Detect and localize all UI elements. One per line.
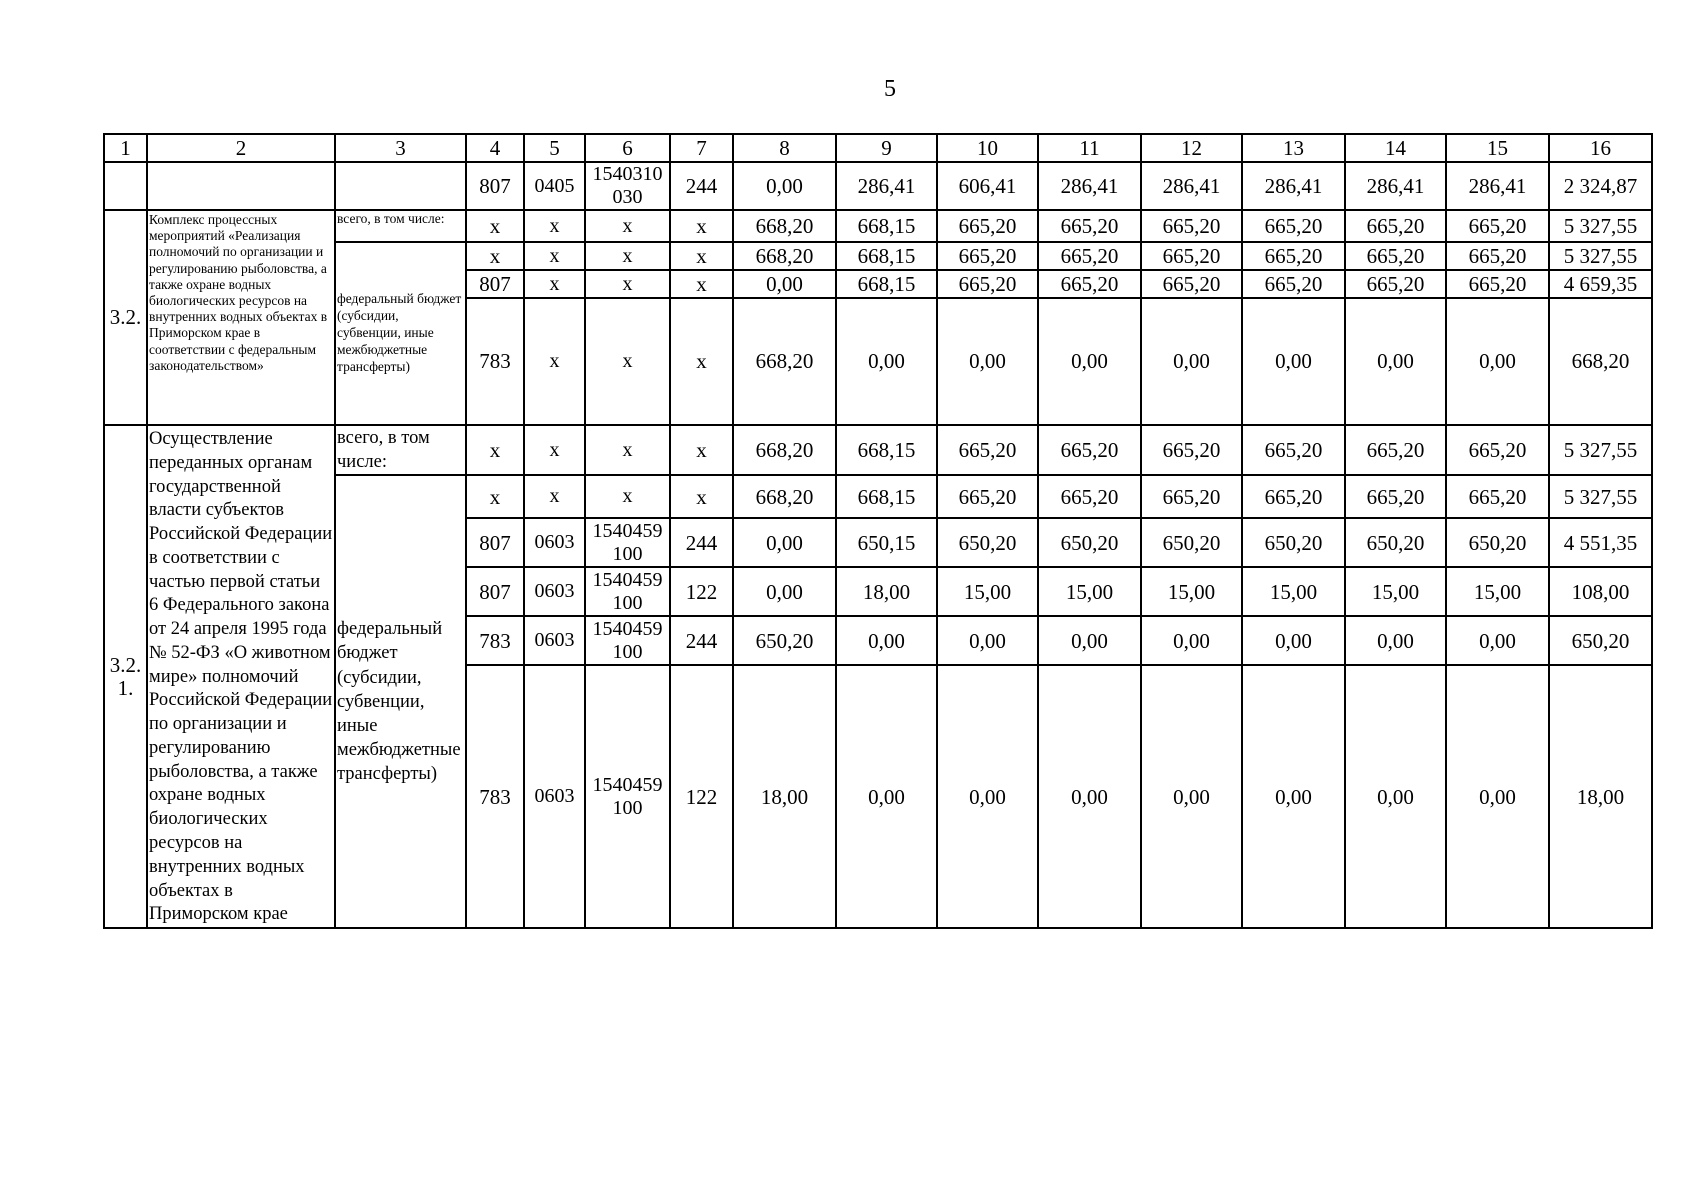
kbk-ministry-cell: 807 (466, 162, 524, 210)
year-value-cell: 0,00 (836, 298, 937, 425)
kbk-target-cell: x (585, 425, 670, 475)
year-value-cell: 665,20 (1242, 475, 1345, 518)
kbk-section-cell: 0603 (524, 567, 585, 616)
kbk-expense-type-cell: 122 (670, 567, 733, 616)
year-value-cell: 0,00 (1038, 616, 1141, 665)
year-value-cell: 668,15 (836, 242, 937, 270)
kbk-expense-type-cell: 244 (670, 616, 733, 665)
year-value-cell: 650,20 (733, 616, 836, 665)
year-value-cell: 665,20 (1242, 242, 1345, 270)
header-cell: 5 (524, 134, 585, 162)
year-value-cell: 665,20 (937, 270, 1038, 298)
funding-source-federal: федеральный бюджет (субсидии, субвенции, иные межбюджетные трансферты) (335, 242, 466, 425)
header-cell: 7 (670, 134, 733, 162)
kbk-target-cell: 1540310 030 (585, 162, 670, 210)
table-row (104, 210, 1652, 242)
header-cell: 6 (585, 134, 670, 162)
year-value-cell: 665,20 (1038, 210, 1141, 242)
year-value-cell: 0,00 (836, 665, 937, 928)
year-value-cell: 286,41 (836, 162, 937, 210)
year-value-cell: 0,00 (1345, 616, 1446, 665)
year-value-cell: 665,20 (1446, 242, 1549, 270)
kbk-ministry-cell: x (466, 425, 524, 475)
year-value-cell: 650,20 (937, 518, 1038, 567)
kbk-ministry-cell: 807 (466, 518, 524, 567)
total-cell: 4 659,35 (1549, 270, 1652, 298)
kbk-target-cell: x (585, 298, 670, 425)
row-index: 3.2. (104, 210, 147, 425)
year-value-cell: 0,00 (1446, 665, 1549, 928)
year-value-cell: 286,41 (1446, 162, 1549, 210)
index-cell (104, 162, 147, 210)
header-cell: 13 (1242, 134, 1345, 162)
header-cell: 2 (147, 134, 335, 162)
kbk-expense-type-cell: x (670, 210, 733, 242)
kbk-section-cell: 0405 (524, 162, 585, 210)
kbk-section-cell: x (524, 242, 585, 270)
year-value-cell: 0,00 (1446, 616, 1549, 665)
year-value-cell: 650,20 (1038, 518, 1141, 567)
year-value-cell: 0,00 (1446, 298, 1549, 425)
kbk-expense-type-cell: x (670, 298, 733, 425)
year-value-cell: 665,20 (1242, 210, 1345, 242)
activity-description: Комплекс процессных мероприятий «Реализация полномочий по организации и регулированию рыболовства, а также охране водных биологических ресурсов на внутренних водных объектах в Приморском крае в соответствии с федеральным законодательством» (147, 210, 335, 425)
kbk-expense-type-cell: x (670, 270, 733, 298)
year-value-cell: 665,20 (1446, 425, 1549, 475)
kbk-ministry-cell: 783 (466, 665, 524, 928)
kbk-ministry-cell: 807 (466, 567, 524, 616)
kbk-target-cell: 1540459 100 (585, 567, 670, 616)
funding-source-cell (335, 162, 466, 210)
kbk-expense-type-cell: 122 (670, 665, 733, 928)
year-value-cell: 665,20 (1345, 270, 1446, 298)
kbk-ministry-cell: 807 (466, 270, 524, 298)
year-value-cell: 665,20 (1345, 475, 1446, 518)
year-value-cell: 15,00 (1038, 567, 1141, 616)
year-value-cell: 0,00 (733, 162, 836, 210)
description-cell (147, 162, 335, 210)
total-cell: 2 324,87 (1549, 162, 1652, 210)
year-value-cell: 286,41 (1038, 162, 1141, 210)
continuation-row (104, 162, 1652, 210)
year-value-cell: 286,41 (1242, 162, 1345, 210)
year-value-cell: 0,00 (937, 665, 1038, 928)
year-value-cell: 0,00 (1141, 298, 1242, 425)
year-value-cell: 286,41 (1345, 162, 1446, 210)
year-value-cell: 0,00 (1038, 298, 1141, 425)
year-value-cell: 15,00 (1345, 567, 1446, 616)
page-number: 5 (884, 76, 896, 102)
kbk-section-cell: x (524, 425, 585, 475)
header-cell: 15 (1446, 134, 1549, 162)
year-value-cell: 665,20 (1345, 242, 1446, 270)
header-cell: 1 (104, 134, 147, 162)
year-value-cell: 665,20 (1038, 475, 1141, 518)
total-cell: 668,20 (1549, 298, 1652, 425)
year-value-cell: 665,20 (1242, 270, 1345, 298)
kbk-ministry-cell: 783 (466, 298, 524, 425)
activity-description: Осуществление переданных органам государственной власти субъектов Российской Федерации в соответствии с частью первой статьи 6 Федерального закона от 24 апреля 1995 года № 52-ФЗ «О животном мире» полномочий Российской Федерации по организации и регулированию рыболовства, а также охране водных биологических ресурсов на внутренних водных объектах в Приморском крае (147, 425, 335, 928)
table-row (104, 425, 1652, 475)
year-value-cell: 668,20 (733, 475, 836, 518)
kbk-target-cell: 1540459 100 (585, 665, 670, 928)
year-value-cell: 18,00 (836, 567, 937, 616)
year-value-cell: 665,20 (1446, 210, 1549, 242)
year-value-cell: 18,00 (733, 665, 836, 928)
kbk-expense-type-cell: 244 (670, 162, 733, 210)
kbk-section-cell: x (524, 210, 585, 242)
year-value-cell: 665,20 (937, 242, 1038, 270)
kbk-section-cell: 0603 (524, 518, 585, 567)
total-cell: 5 327,55 (1549, 425, 1652, 475)
total-cell: 108,00 (1549, 567, 1652, 616)
kbk-ministry-cell: x (466, 242, 524, 270)
funding-source-federal: федеральный бюджет (субсидии, субвенции, иные межбюджетные трансферты) (335, 475, 466, 928)
year-value-cell: 0,00 (937, 298, 1038, 425)
year-value-cell: 0,00 (1141, 665, 1242, 928)
year-value-cell: 665,20 (1141, 425, 1242, 475)
total-cell: 5 327,55 (1549, 242, 1652, 270)
table-row (104, 475, 1652, 518)
year-value-cell: 650,20 (1446, 518, 1549, 567)
kbk-expense-type-cell: x (670, 242, 733, 270)
kbk-target-cell: x (585, 270, 670, 298)
header-cell: 14 (1345, 134, 1446, 162)
year-value-cell: 665,20 (1141, 475, 1242, 518)
kbk-target-cell: x (585, 242, 670, 270)
header-cell: 11 (1038, 134, 1141, 162)
year-value-cell: 665,20 (1141, 242, 1242, 270)
year-value-cell: 668,20 (733, 425, 836, 475)
year-value-cell: 0,00 (1242, 298, 1345, 425)
header-cell: 8 (733, 134, 836, 162)
kbk-target-cell: x (585, 210, 670, 242)
total-cell: 5 327,55 (1549, 210, 1652, 242)
year-value-cell: 668,20 (733, 242, 836, 270)
year-value-cell: 668,15 (836, 210, 937, 242)
kbk-ministry-cell: 783 (466, 616, 524, 665)
kbk-section-cell: 0603 (524, 616, 585, 665)
year-value-cell: 650,20 (1345, 518, 1446, 567)
kbk-ministry-cell: x (466, 210, 524, 242)
year-value-cell: 0,00 (1242, 616, 1345, 665)
year-value-cell: 0,00 (937, 616, 1038, 665)
year-value-cell: 15,00 (1446, 567, 1549, 616)
year-value-cell: 0,00 (1141, 616, 1242, 665)
kbk-target-cell: 1540459 100 (585, 518, 670, 567)
year-value-cell: 665,20 (1141, 270, 1242, 298)
header-cell: 12 (1141, 134, 1242, 162)
year-value-cell: 665,20 (1038, 425, 1141, 475)
year-value-cell: 665,20 (1345, 210, 1446, 242)
total-cell: 5 327,55 (1549, 475, 1652, 518)
year-value-cell: 15,00 (1141, 567, 1242, 616)
total-cell: 18,00 (1549, 665, 1652, 928)
year-value-cell: 665,20 (1446, 270, 1549, 298)
kbk-expense-type-cell: x (670, 425, 733, 475)
year-value-cell: 665,20 (1038, 242, 1141, 270)
total-cell: 4 551,35 (1549, 518, 1652, 567)
year-value-cell: 665,20 (1141, 210, 1242, 242)
header-cell: 16 (1549, 134, 1652, 162)
year-value-cell: 0,00 (733, 518, 836, 567)
year-value-cell: 665,20 (937, 425, 1038, 475)
kbk-section-cell: x (524, 475, 585, 518)
year-value-cell: 0,00 (733, 567, 836, 616)
year-value-cell: 668,20 (733, 298, 836, 425)
year-value-cell: 665,20 (937, 210, 1038, 242)
year-value-cell: 668,15 (836, 270, 937, 298)
year-value-cell: 0,00 (1345, 665, 1446, 928)
year-value-cell: 15,00 (1242, 567, 1345, 616)
year-value-cell: 650,15 (836, 518, 937, 567)
year-value-cell: 668,20 (733, 210, 836, 242)
year-value-cell: 665,20 (1446, 475, 1549, 518)
kbk-section-cell: x (524, 298, 585, 425)
year-value-cell: 650,20 (1141, 518, 1242, 567)
year-value-cell: 668,15 (836, 475, 937, 518)
header-cell: 10 (937, 134, 1038, 162)
year-value-cell: 0,00 (836, 616, 937, 665)
header-cell: 3 (335, 134, 466, 162)
kbk-expense-type-cell: x (670, 475, 733, 518)
kbk-section-cell: x (524, 270, 585, 298)
year-value-cell: 0,00 (1242, 665, 1345, 928)
year-value-cell: 606,41 (937, 162, 1038, 210)
year-value-cell: 665,20 (1242, 425, 1345, 475)
funding-source-total: всего, в том числе: (335, 425, 466, 475)
year-value-cell: 665,20 (1038, 270, 1141, 298)
year-value-cell: 668,15 (836, 425, 937, 475)
year-value-cell: 665,20 (937, 475, 1038, 518)
header-cell: 4 (466, 134, 524, 162)
table-row (104, 242, 1652, 270)
kbk-ministry-cell: x (466, 475, 524, 518)
year-value-cell: 0,00 (733, 270, 836, 298)
total-cell: 650,20 (1549, 616, 1652, 665)
kbk-target-cell: x (585, 475, 670, 518)
header-row (104, 134, 1652, 162)
budget-table (103, 133, 1653, 929)
header-cell: 9 (836, 134, 937, 162)
funding-source-total: всего, в том числе: (335, 210, 466, 242)
year-value-cell: 0,00 (1038, 665, 1141, 928)
kbk-target-cell: 1540459 100 (585, 616, 670, 665)
year-value-cell: 15,00 (937, 567, 1038, 616)
kbk-section-cell: 0603 (524, 665, 585, 928)
year-value-cell: 286,41 (1141, 162, 1242, 210)
year-value-cell: 665,20 (1345, 425, 1446, 475)
kbk-expense-type-cell: 244 (670, 518, 733, 567)
year-value-cell: 0,00 (1345, 298, 1446, 425)
row-index: 3.2. 1. (104, 425, 147, 928)
year-value-cell: 650,20 (1242, 518, 1345, 567)
